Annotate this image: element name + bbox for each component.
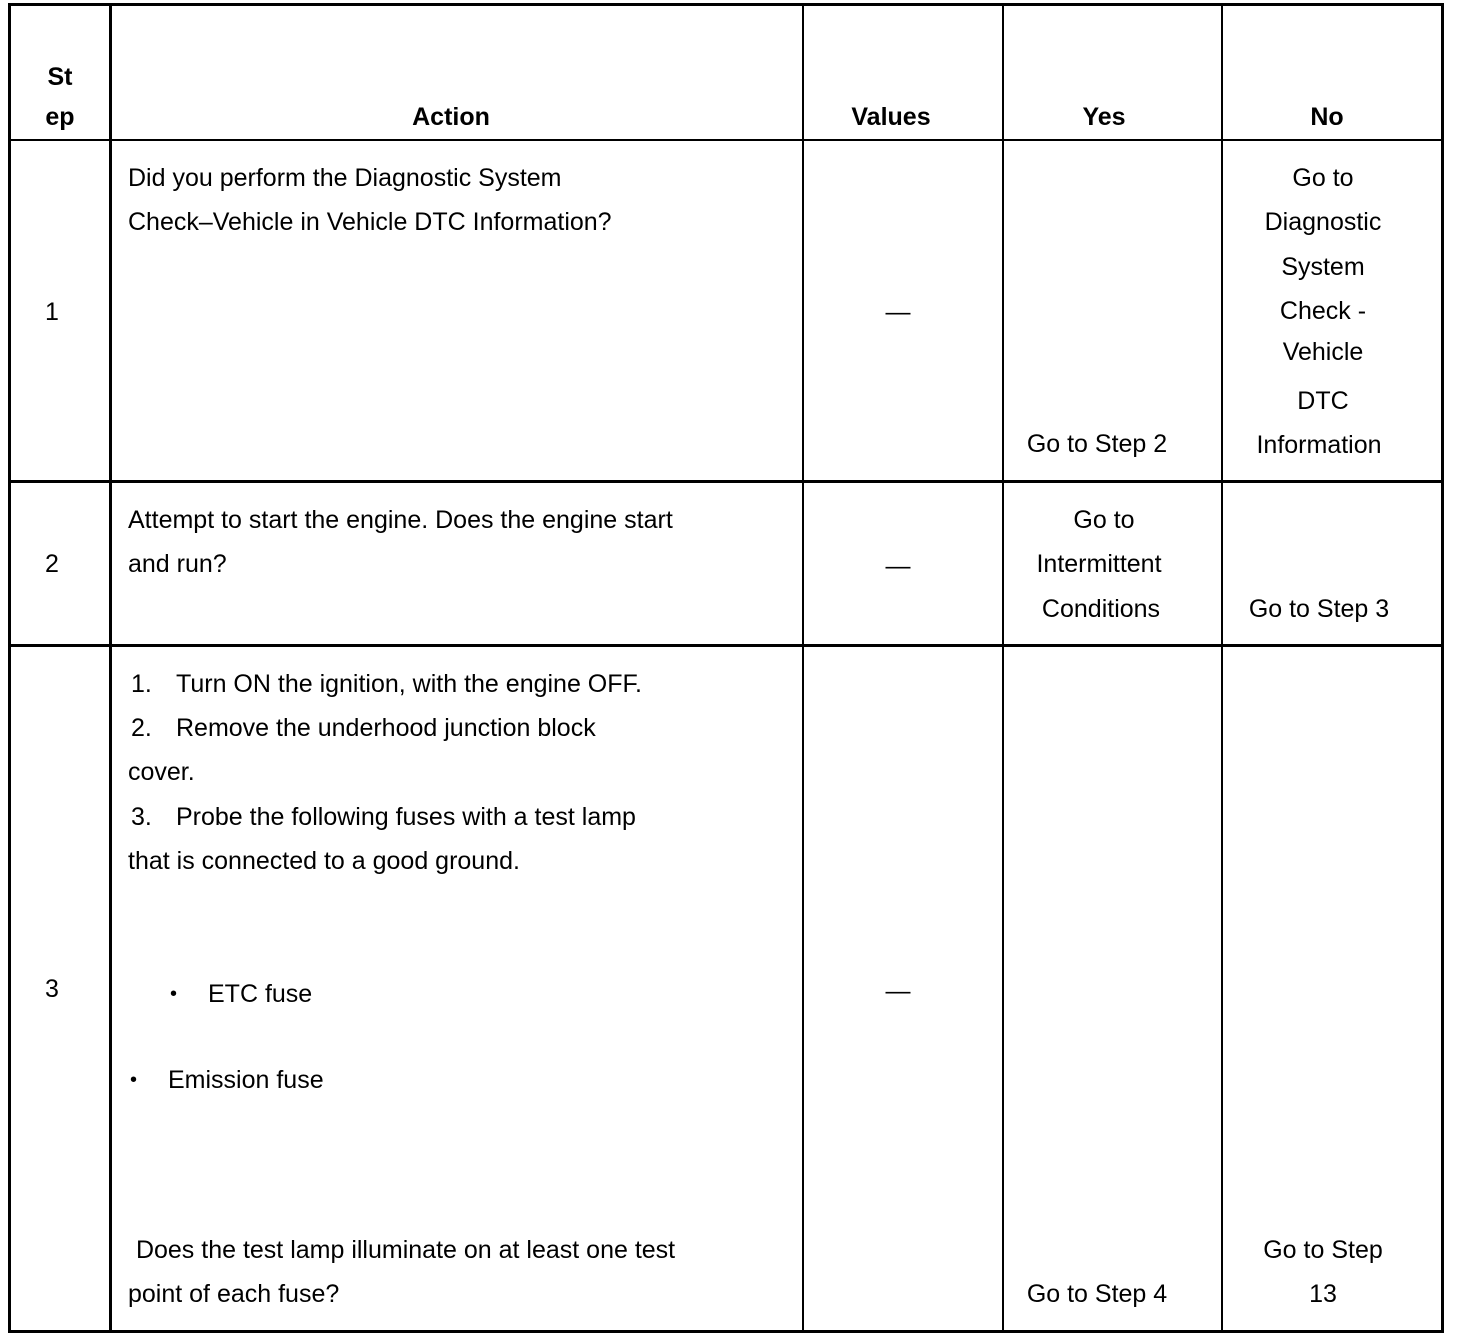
row-divider — [8, 480, 1444, 483]
no-cell-line: Check - — [1279, 297, 1367, 325]
no-cell-line: DTC — [1297, 387, 1349, 415]
header-no: No — [1310, 103, 1344, 131]
column-divider — [109, 3, 112, 1333]
yes-cell-line: Conditions — [1041, 595, 1161, 623]
action-text-line: Did you perform the Diagnostic System — [128, 164, 562, 192]
yes-cell: Go to Step 2 — [1026, 430, 1168, 458]
no-cell: Go to Step 3 — [1248, 595, 1390, 623]
table-border-bottom — [8, 1330, 1444, 1333]
header-values: Values — [851, 103, 931, 131]
header-divider — [8, 139, 1444, 141]
list-text: cover. — [128, 758, 195, 786]
no-cell-line: Information — [1256, 431, 1382, 459]
bullet-text: Emission fuse — [168, 1066, 324, 1094]
list-text: Remove the underhood junction block — [176, 714, 596, 742]
no-cell-line: Diagnostic — [1264, 208, 1382, 236]
yes-cell: Go to Step 4 — [1026, 1280, 1168, 1308]
header-action: Action — [412, 103, 490, 131]
header-step-line2: ep — [45, 103, 75, 131]
no-cell-line: Go to — [1292, 164, 1354, 192]
action-text-line: Check–Vehicle in Vehicle DTC Information? — [128, 208, 612, 236]
action-text-line: Attempt to start the engine. Does the engine start — [128, 506, 673, 534]
bullet-icon: • — [130, 1069, 138, 1091]
bullet-icon: • — [170, 983, 178, 1005]
list-text: Turn ON the ignition, with the engine OFF. — [176, 670, 642, 698]
table-border-right — [1441, 3, 1444, 1333]
yes-cell-line: Go to — [1073, 506, 1135, 534]
question-line: Does the test lamp illuminate on at least one test — [129, 1236, 676, 1264]
diagnostic-table — [8, 3, 1444, 1333]
list-text: that is connected to a good ground. — [128, 847, 520, 875]
action-text-line: and run? — [128, 550, 227, 578]
list-number: 2. — [131, 714, 152, 742]
header-step-line1: St — [47, 63, 73, 91]
no-cell-line: System — [1281, 253, 1365, 281]
step-number: 3 — [45, 975, 59, 1003]
row-divider — [8, 644, 1444, 647]
step-number: 2 — [45, 550, 59, 578]
values-cell: — — [885, 977, 911, 1005]
list-text: Probe the following fuses with a test lamp — [176, 803, 636, 831]
list-number: 1. — [131, 670, 152, 698]
no-cell-line: Vehicle — [1282, 338, 1364, 366]
yes-cell-line: Intermittent — [1036, 550, 1162, 578]
question-line: point of each fuse? — [128, 1280, 340, 1308]
list-number: 3. — [131, 803, 152, 831]
table-border-top — [8, 3, 1444, 6]
column-divider — [802, 3, 804, 1333]
no-cell-line: Go to Step — [1263, 1236, 1383, 1264]
column-divider — [1002, 3, 1004, 1333]
header-yes: Yes — [1082, 103, 1126, 131]
values-cell: — — [885, 552, 911, 580]
table-border-left — [8, 3, 11, 1333]
bullet-text: ETC fuse — [208, 980, 313, 1008]
step-number: 1 — [45, 298, 59, 326]
values-cell: — — [885, 298, 911, 326]
no-cell-line: 13 — [1309, 1280, 1337, 1308]
